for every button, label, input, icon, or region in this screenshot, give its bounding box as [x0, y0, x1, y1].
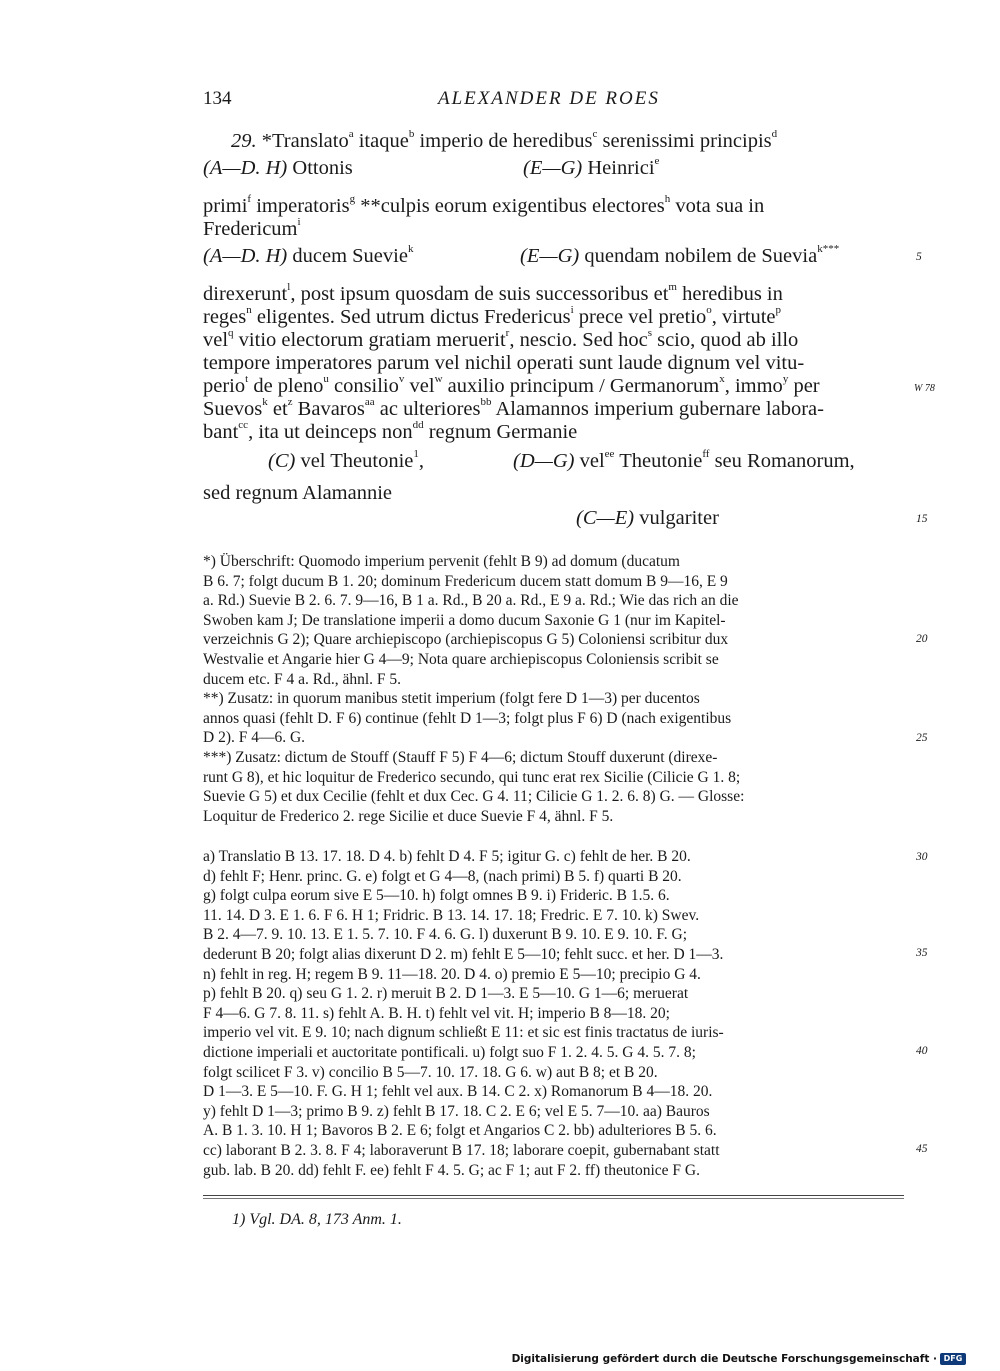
note-line: ***) Zusatz: dictum de Stouff (Stauff F 5) F 4—6; dictum Stouff duxerunt (direxe- [203, 749, 718, 766]
text-run: Theutonie [614, 450, 703, 472]
footnote-ref: k [262, 396, 268, 409]
line-number: 15 [916, 513, 928, 525]
page-number: 134 [203, 88, 232, 109]
text-run: vel Theutonie [295, 450, 414, 472]
line-number: 35 [916, 947, 928, 959]
text-run: primi [203, 195, 248, 217]
text-run: Heinrici [582, 157, 655, 179]
text-run: , ita ut deinceps non [248, 421, 413, 443]
siglum: (A—D. H) [203, 245, 288, 267]
variant-right [513, 450, 855, 474]
footnote-ref: t [245, 373, 249, 386]
line-number: 30 [916, 851, 928, 863]
variant-line: y) fehlt D 1—3; primo B 9. z) fehlt B 17. 18. C 2. E 6; vel E 5. 7—10. aa) Bauros [203, 1102, 710, 1120]
text-run: serenissimi principis [597, 130, 772, 152]
text-run: regnum Germanie [423, 421, 578, 443]
text-run: auxilio principum / Germanorum [442, 375, 720, 397]
variant-line: folgt scilicet F 3. v) concilio B 5—7. 10. 17. 18. G 6. w) aut B 8; et B 20. [203, 1063, 658, 1081]
text-run: vel [574, 450, 605, 472]
text-run: vitio electorum gratiam meruerit [233, 329, 506, 351]
text-run: ducem Suevie [287, 245, 408, 267]
text-line: sed regnum Alamannie [203, 482, 393, 504]
footnote-ref: cc [238, 419, 249, 432]
text-line [203, 195, 764, 219]
note-line: runt G 8), et hic loquitur de Frederico secundo, qui tunc erat rex Sicilie (Cilicie G 1. 8; [203, 768, 741, 786]
note-line: verzeichnis G 2); Quare archiepiscopo (archiepiscopus G 5) Coloniensi scribitur dux [203, 631, 729, 649]
text-line [203, 306, 781, 330]
footnote-rule [203, 1195, 904, 1196]
footnote-ref: p [775, 304, 782, 317]
text-line [203, 283, 783, 307]
variant-line: 11. 14. D 3. E 1. 6. F 6. H 1; Fridric. B 13. 14. 17. 18; Fredric. E 7. 10. k) Swev. [203, 906, 700, 924]
text-run: vulgariter [634, 507, 719, 529]
variant-line: dederunt B 20; folgt alias dixerunt D 2. m) fehlt E 5—10; fehlt succ. et her. D 1—3. [203, 946, 724, 963]
text-run: reges [203, 306, 247, 328]
footnote-ref: k [817, 243, 823, 256]
note-line: Swoben kam J; De translatione imperii a domo ducum Saxonie G 1 (nur im Kapitel- [203, 611, 726, 629]
footnote-ref: z [287, 396, 293, 409]
text-run: Fredericum [203, 218, 298, 240]
variant-line: g) folgt culpa eorum sive E 5—10. h) folgt omnes B 9. i) Frideric. B 1.5. 6. [203, 887, 670, 905]
text-run: prece vel pretio [573, 306, 707, 328]
footnote-ref: n [246, 304, 252, 317]
variant-line: cc) laborant B 2. 3. 8. F 4; laboraverunt B 17. 18; laborare coepit, gubernabant statt [203, 1142, 720, 1159]
line-number: 25 [916, 732, 928, 744]
note-line: *) Überschrift: Quomodo imperium pervenit (fehlt B 9) ad domum (ducatum [203, 553, 680, 570]
note-line: B 6. 7; folgt ducum B 1. 20; dominum Fredericum ducem statt domum B 9—16, E 9 [203, 572, 728, 590]
footnote-ref: s [647, 327, 652, 340]
footnote-rule [203, 1198, 904, 1199]
note-line: annos quasi (fehlt D. F 6) continue (fehlt D 1—3; folgt plus F 6) D (nach exigentibus [203, 709, 732, 727]
line-number: 20 [916, 633, 928, 645]
variant-line: a) Translatio B 13. 17. 18. D 4. b) fehlt D 4. F 5; igitur G. c) fehlt de her. B 20. [203, 848, 691, 865]
footnote-ref: u [323, 373, 329, 386]
variant-line: gub. lab. B 20. dd) fehlt F. ee) fehlt F 4. 5. G; ac F 1; aut F 2. ff) theutonice F G. [203, 1161, 700, 1179]
text-line [203, 329, 798, 353]
digitization-footer [512, 1353, 966, 1365]
variant-left [203, 245, 413, 269]
siglum: (E—G) [523, 157, 583, 179]
footnote-ref: aa [364, 396, 375, 409]
text-run: *Translato [256, 130, 349, 152]
text-run: **culpis eorum exigentibus electores [355, 195, 665, 217]
footnote-ref: bb [480, 396, 492, 409]
text-run: vota sua in [670, 195, 765, 217]
footnote-ref: e [654, 155, 660, 168]
text-run: vel [404, 375, 435, 397]
text-line [203, 421, 577, 445]
text-run: vel [203, 329, 229, 351]
note-line: a. Rd.) Suevie B 2. 6. 7. 9—16, B 1 a. Rd., B 20 a. Rd., E 9 a. Rd.; Wie das rich an die [203, 592, 739, 610]
text-run: Ottonis [287, 157, 353, 179]
variant-left [268, 450, 424, 474]
note-line: Suevie G 5) et dux Cecilie (fehlt et dux Cec. G 4. 11; Cilicie G 1. 2. 6. 8) G. — Glosse: [203, 788, 745, 806]
text-run: , nescio. Sed hoc [509, 329, 648, 351]
variant-line: d) fehlt F; Henr. princ. G. e) folgt et G 4—8, (nach primi) B 5. f) quarti B 20. [203, 867, 682, 885]
text-run: perio [203, 375, 246, 397]
text-run: bant [203, 421, 239, 443]
footer-text: Digitalisierung gefördert durch die Deutsche Forschungsgemeinschaft · [511, 1353, 937, 1365]
text-line [231, 130, 777, 154]
margin-page-ref: W 78 [914, 383, 935, 394]
variant-line: F 4—6. G 7. 8. 11. s) fehlt A. B. H. t) fehlt vel vit. H; imperio B 8—18. 20; [203, 1004, 670, 1022]
text-run: de pleno [248, 375, 324, 397]
text-run: ac ulteriores [374, 398, 481, 420]
text-run: seu Romanorum, [709, 450, 855, 472]
footnote-ref: y [782, 373, 789, 386]
footnote-ref: i [297, 216, 301, 229]
text-run: , [418, 450, 424, 472]
text-run: quendam nobilem de Suevia [579, 245, 818, 267]
text-run: eligentes. Sed utrum dictus Fredericus [251, 306, 571, 328]
text-line [203, 398, 824, 422]
text-run: per [788, 375, 820, 397]
line-number: 40 [916, 1045, 928, 1057]
footnote-ref: b [408, 128, 415, 141]
text-run: Alamannos imperium gubernare labora- [491, 398, 824, 420]
siglum: (C) [268, 450, 296, 472]
text-run: , immo [724, 375, 783, 397]
siglum: (A—D. H) [203, 157, 288, 179]
text-run: scio, quod ab illo [651, 329, 799, 351]
note-line: **) Zusatz: in quorum manibus stetit imperium (folgt fere D 1—3) per ducentos [203, 690, 700, 707]
siglum: (E—G) [520, 245, 580, 267]
footnote-ref: k [407, 243, 414, 256]
variant-line [576, 507, 719, 531]
footnote-ref: ff [702, 448, 710, 461]
footnote-ref: f [247, 193, 252, 206]
text-run: Suevos [203, 398, 263, 420]
variant-line: D 1—3. E 5—10. F. G. H 1; fehlt vel aux. B 14. C 2. x) Romanorum B 4—18. 20. [203, 1083, 713, 1101]
footnote-ref: w [434, 373, 443, 386]
footnote-ref: ee [604, 448, 615, 461]
footnote-ref: 1 [413, 448, 419, 461]
footnote: 1) Vgl. DA. 8, 173 Anm. 1. [232, 1211, 402, 1228]
text-run: imperio de heredibus [414, 130, 593, 152]
line-number: 45 [916, 1143, 928, 1155]
text-line [203, 218, 301, 242]
text-run: itaque [353, 130, 409, 152]
text-run: heredibus in [676, 283, 783, 305]
footnote-ref: g [349, 193, 356, 206]
note-line: D 2). F 4—6. G. [203, 729, 306, 747]
footnote-ref: *** [822, 243, 840, 256]
footnote-ref: h [664, 193, 671, 206]
text-run: direxerunt [203, 283, 288, 305]
variant-right [523, 157, 659, 181]
variant-line: p) fehlt B 20. q) seu G 1. 2. r) meruit B 2. D 1—3. E 5—10. G 1—6; meruerat [203, 985, 689, 1003]
footnote-ref: m [668, 281, 677, 294]
text-run: , post ipsum quosdam de suis successoribus et [290, 283, 669, 305]
footnote-ref: q [228, 327, 234, 340]
note-line: Westvalie et Angarie hier G 4—9; Nota quare archiepiscopus Coloniensis scribit se [203, 651, 719, 668]
text-run: et [267, 398, 288, 420]
footnote-ref: x [719, 373, 725, 386]
footnote-ref: v [398, 373, 405, 386]
text-line [203, 375, 820, 399]
text-run: , virtute [711, 306, 776, 328]
variant-left [203, 157, 353, 181]
dfg-logo-icon: DFG [940, 1353, 966, 1365]
text-line: tempore imperatores parum vel nichil operati sunt laude dignum vel vitu- [203, 352, 805, 374]
variant-right [520, 245, 839, 269]
footnote-ref: l [287, 281, 291, 294]
footnote-ref: d [771, 128, 778, 141]
footnote-ref: r [505, 327, 510, 340]
text-run: Bavaros [292, 398, 365, 420]
running-title: ALEXANDER DE ROES [438, 88, 660, 109]
variant-line: n) fehlt in reg. H; regem B 9. 11—18. 20. D 4. o) premio E 5—10; precipio G 4. [203, 965, 701, 983]
variant-line: dictione imperiali et auctoritate pontificali. u) folgt suo F 1. 2. 4. 5. G 4. 5. 7. 8; [203, 1044, 696, 1061]
footnote-ref: c [592, 128, 598, 141]
footnote-ref: o [706, 304, 712, 317]
variant-line: imperio vel vit. E 9. 10; nach dignum schließt E 11: et sic est finis tractatus de iuris- [203, 1024, 724, 1042]
text-run: consilio [328, 375, 399, 397]
siglum: (C—E) [576, 507, 635, 529]
footnote-ref: dd [412, 419, 424, 432]
siglum: (D—G) [513, 450, 575, 472]
note-line: Loquitur de Frederico 2. rege Sicilie et duce Suevie F 4, ähnl. F 5. [203, 807, 614, 825]
footnote-ref: i [570, 304, 574, 317]
variant-line: B 2. 4—7. 9. 10. 13. E 1. 5. 7. 10. F 4. 6. G. l) duxerunt B 9. 10. E 9. 10. F. G; [203, 926, 687, 944]
note-line: ducem etc. F 4 a. Rd., ähnl. F 5. [203, 670, 402, 688]
variant-line: A. B 1. 3. 10. H 1; Bavoros B 2. E 6; folgt et Angarios C 2. bb) adulteriores B 5. 6. [203, 1122, 717, 1140]
text-run: imperatoris [251, 195, 350, 217]
line-number: 5 [916, 251, 922, 263]
footnote-ref: a [348, 128, 354, 141]
chapter-number: 29. [231, 130, 257, 152]
